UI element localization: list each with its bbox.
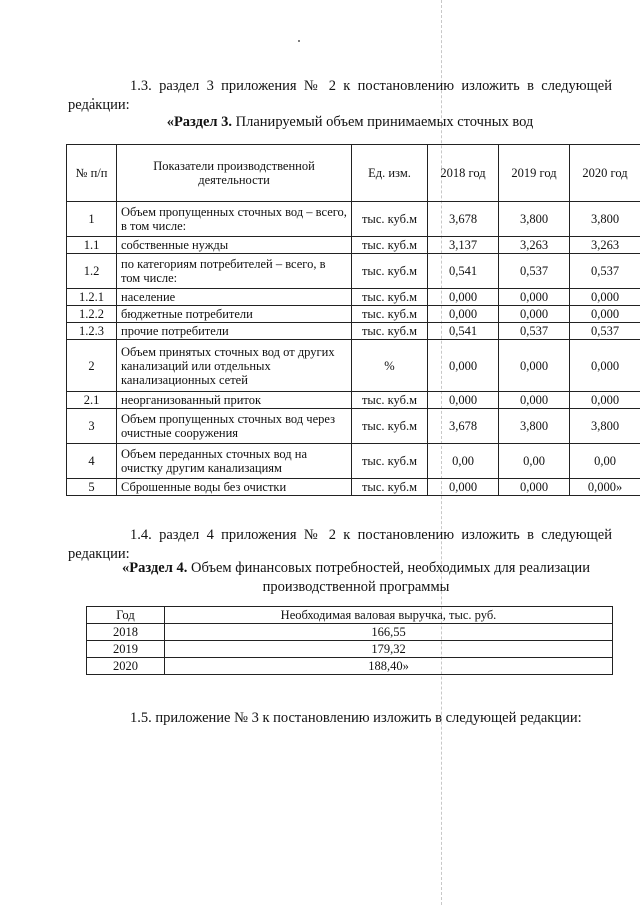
row-value-2020: 0,000: [570, 392, 640, 409]
row-value-2018: 0,000: [428, 340, 499, 392]
table-row: [87, 641, 613, 658]
row-value-2019: 0,000: [499, 340, 570, 392]
row-value-2019: 0,00: [499, 444, 570, 479]
header-cell: 2019 год: [499, 145, 570, 202]
table-row: [67, 237, 640, 254]
section-4-title: [92, 559, 620, 597]
header-cell: Год: [87, 607, 165, 624]
row-value-2019: 3,800: [499, 409, 570, 444]
row-value-2018: 0,00: [428, 444, 499, 479]
table-row: [67, 306, 640, 323]
row-revenue: 188,40»: [165, 658, 613, 675]
row-unit: тыс. куб.м: [352, 237, 428, 254]
row-value-2020: 0,000: [570, 340, 640, 392]
table-row: [67, 340, 640, 392]
row-value-2018: 3,678: [428, 202, 499, 237]
section-4-table: [86, 606, 613, 675]
row-value-2019: 3,263: [499, 237, 570, 254]
row-number: 4: [67, 444, 117, 479]
row-indicator: Объем переданных сточных вод на очистку другим канализациям: [117, 444, 352, 479]
table-row: [87, 624, 613, 641]
row-value-2020: 0,537: [570, 254, 640, 289]
table-row: [67, 444, 640, 479]
table-header-row: [67, 145, 640, 202]
row-value-2020: 3,800: [570, 202, 640, 237]
row-number: 2.1: [67, 392, 117, 409]
row-value-2019: 0,000: [499, 479, 570, 496]
row-value-2019: 0,537: [499, 323, 570, 340]
table-row: [67, 202, 640, 237]
row-unit: тыс. куб.м: [352, 254, 428, 289]
row-number: 1.1: [67, 237, 117, 254]
row-value-2019: 0,000: [499, 306, 570, 323]
row-unit: тыс. куб.м: [352, 479, 428, 496]
row-indicator: Объем принятых сточных вод от других канализаций или отдельных канализационных сетей: [117, 340, 352, 392]
row-number: 1.2.2: [67, 306, 117, 323]
row-indicator: собственные нужды: [117, 237, 352, 254]
row-number: 2: [67, 340, 117, 392]
table-row: [67, 289, 640, 306]
row-revenue: 166,55: [165, 624, 613, 641]
row-number: 3: [67, 409, 117, 444]
row-value-2020: 0,000»: [570, 479, 640, 496]
table-header-row: [87, 607, 613, 624]
row-value-2019: 0,537: [499, 254, 570, 289]
row-unit: %: [352, 340, 428, 392]
section-3-title: [110, 113, 590, 132]
row-value-2018: 0,541: [428, 323, 499, 340]
row-indicator: неорганизованный приток: [117, 392, 352, 409]
row-indicator: по категориям потребителей – всего, в том числе:: [117, 254, 352, 289]
section-4-title-rest: Объем финансовых потребностей, необходимых для реализации производственной программы: [187, 560, 590, 595]
row-indicator: Объем пропущенных сточных вод – всего, в том числе:: [117, 202, 352, 237]
section-4-title-bold: «Раздел 4.: [122, 560, 188, 576]
header-cell: Необходимая валовая выручка, тыс. руб.: [165, 607, 613, 624]
paragraph-1-5: 1.5. приложение № 3 к постановлению изложить в следующей редакции:: [130, 709, 582, 726]
row-unit: тыс. куб.м: [352, 392, 428, 409]
header-cell: Показатели производственной деятельности: [117, 145, 352, 202]
row-unit: тыс. куб.м: [352, 306, 428, 323]
paragraph-1-3: 1.3. раздел 3 приложения № 2 к постановлению изложить в следующей редакции:: [68, 77, 612, 113]
header-cell: Ед. изм.: [352, 145, 428, 202]
row-indicator: бюджетные потребители: [117, 306, 352, 323]
table-row: [67, 254, 640, 289]
row-indicator: прочие потребители: [117, 323, 352, 340]
row-value-2019: 3,800: [499, 202, 570, 237]
row-indicator: Объем пропущенных сточных вод через очистные сооружения: [117, 409, 352, 444]
row-value-2020: 0,00: [570, 444, 640, 479]
row-value-2018: 0,000: [428, 289, 499, 306]
row-value-2019: 0,000: [499, 289, 570, 306]
row-year: 2019: [87, 641, 165, 658]
scan-speck: [298, 40, 300, 42]
row-value-2020: 3,800: [570, 409, 640, 444]
row-value-2020: 3,263: [570, 237, 640, 254]
row-indicator: население: [117, 289, 352, 306]
row-number: 1.2.1: [67, 289, 117, 306]
row-number: 5: [67, 479, 117, 496]
row-value-2018: 0,541: [428, 254, 499, 289]
header-cell: 2020 год: [570, 145, 640, 202]
row-number: 1.2: [67, 254, 117, 289]
section-3-title-rest: Планируемый объем принимаемых сточных вод: [232, 114, 534, 130]
paragraph-1-4: 1.4. раздел 4 приложения № 2 к постановлению изложить в следующей редакции:: [68, 526, 612, 562]
table-row: [67, 323, 640, 340]
row-value-2018: 0,000: [428, 306, 499, 323]
row-value-2018: 0,000: [428, 479, 499, 496]
row-revenue: 179,32: [165, 641, 613, 658]
header-cell: 2018 год: [428, 145, 499, 202]
row-indicator: Сброшенные воды без очистки: [117, 479, 352, 496]
row-value-2020: 0,000: [570, 306, 640, 323]
section-3-title-bold: «Раздел 3.: [166, 114, 233, 130]
row-value-2018: 0,000: [428, 392, 499, 409]
row-year: 2018: [87, 624, 165, 641]
row-unit: тыс. куб.м: [352, 444, 428, 479]
table-row: [67, 392, 640, 409]
row-value-2020: 0,537: [570, 323, 640, 340]
table-row: [67, 409, 640, 444]
row-number: 1: [67, 202, 117, 237]
row-unit: тыс. куб.м: [352, 323, 428, 340]
row-unit: тыс. куб.м: [352, 409, 428, 444]
table-row: [87, 658, 613, 675]
row-unit: тыс. куб.м: [352, 289, 428, 306]
table-row: [67, 479, 640, 496]
row-value-2018: 3,678: [428, 409, 499, 444]
row-value-2018: 3,137: [428, 237, 499, 254]
row-unit: тыс. куб.м: [352, 202, 428, 237]
header-cell: № п/п: [67, 145, 117, 202]
row-value-2020: 0,000: [570, 289, 640, 306]
section-3-table: [66, 144, 640, 496]
row-value-2019: 0,000: [499, 392, 570, 409]
row-year: 2020: [87, 658, 165, 675]
row-number: 1.2.3: [67, 323, 117, 340]
